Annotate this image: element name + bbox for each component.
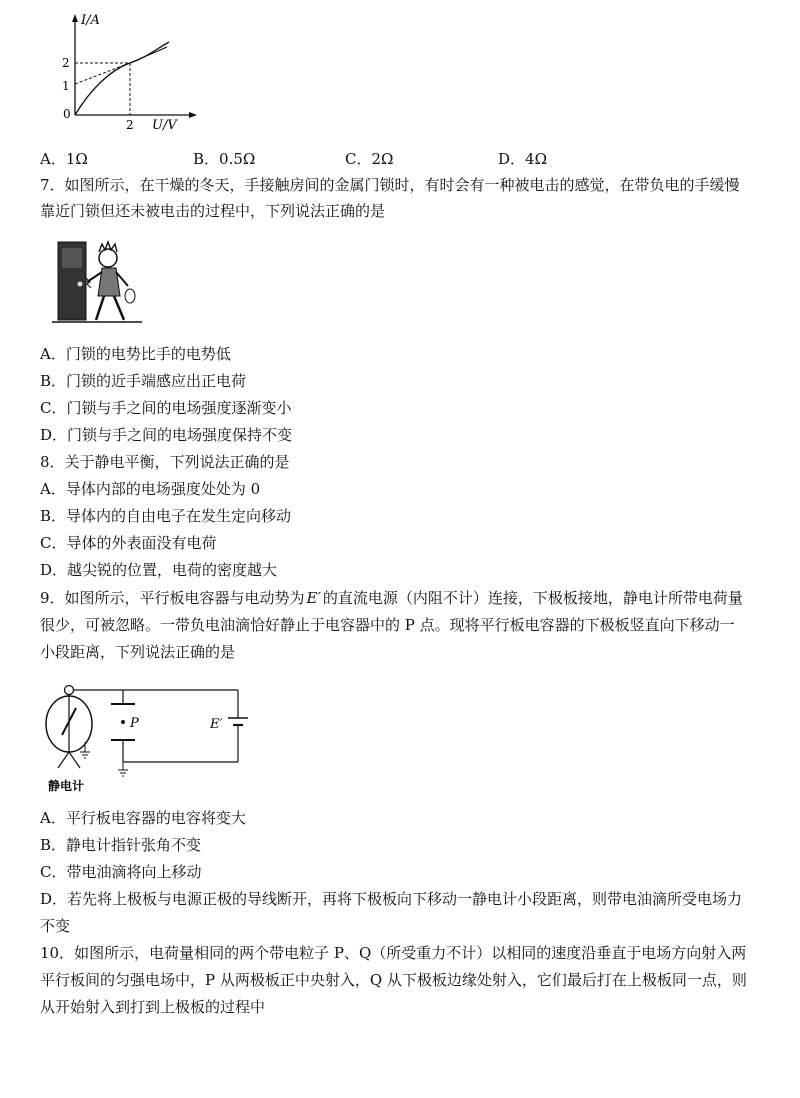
y-tick-2: 2 — [62, 56, 70, 70]
capacitor-circuit — [38, 680, 258, 798]
person-leg-right — [114, 296, 124, 320]
q9-option-a: A．平行板电容器的电容将变大 — [40, 809, 246, 827]
electrometer-label: 静电计 — [48, 779, 85, 793]
q9-option-c: C．带电油滴将向上移动 — [40, 863, 202, 881]
q7-option-a: A．门锁的电势比手的电势低 — [40, 345, 231, 363]
q9-option-b: B．静电计指针张角不变 — [40, 836, 202, 854]
q9-option-d-cont: 不变 — [40, 917, 71, 935]
x-axis-arrow — [189, 112, 197, 118]
x-axis-label: U/V — [152, 118, 177, 133]
bag-icon — [125, 289, 135, 303]
q9-option-d: D．若先将上极板与电源正极的导线断开，再将下极板向下移动一静电计小段距离，则带电油滴所受电场力 — [40, 890, 743, 908]
q7-option-c: C．门锁与手之间的电场强度逐渐变小 — [40, 399, 292, 417]
q8-option-a: A．导体内部的电场强度处处为 0 — [40, 480, 261, 498]
q9-stem-line2: 很少，可被忽略。一带负电油滴恰好静止于电容器中的 P 点。现将平行板电容器的下极板竖直向下移动一 — [40, 616, 735, 634]
electrometer-leg-right — [69, 752, 80, 768]
q9-stem-part1: 9．如图所示，平行板电容器与电动势为 — [40, 589, 305, 607]
q6-option-d: D．4Ω — [498, 150, 548, 168]
y-tick-1: 1 — [62, 79, 70, 93]
q8-option-d: D．越尖锐的位置，电荷的密度越大 — [40, 561, 278, 579]
q9-stem-part2: 的直流电源（内阻不计）连接，下极板接地，静电计所带电荷量 — [322, 589, 743, 607]
q6-option-a: A．1Ω — [40, 150, 88, 168]
x-tick-2: 2 — [126, 118, 134, 132]
q10-line3: 从开始射入到打到上极板的过程中 — [40, 998, 266, 1016]
q7-stem-line1: 7．如图所示，在干燥的冬天，手接触房间的金属门锁时，有时会有一种被电击的感觉，在带负电的手缓慢 — [40, 176, 740, 194]
q7-stem-line2: 靠近门锁但还未被电击的过程中，下列说法正确的是 — [40, 202, 386, 220]
q6-option-c: C．2Ω — [345, 150, 394, 168]
q9-stem-line3: 小段距离，下列说法正确的是 — [40, 643, 236, 661]
y-axis-arrow — [72, 14, 78, 22]
door-panel — [62, 248, 82, 268]
q7-option-b: B．门锁的近手端感应出正电荷 — [40, 372, 247, 390]
emf-label: E′ — [210, 717, 223, 732]
q8-stem: 8．关于静电平衡，下列说法正确的是 — [40, 453, 290, 471]
door-lock — [78, 282, 83, 287]
person-head — [99, 249, 117, 267]
q6-option-b: B．0.5Ω — [193, 150, 256, 168]
q10-line1: 10．如图所示，电荷量相同的两个带电粒子 P、Q（所受重力不计）以相同的速度沿垂直于电场方向射入两 — [40, 944, 747, 962]
iu-graph — [55, 10, 205, 135]
person-leg-left — [96, 296, 104, 320]
q7-option-d: D．门锁与手之间的电场强度保持不变 — [40, 426, 293, 444]
q9-stem-emf: E′ — [306, 589, 321, 607]
q8-option-b: B．导体内的自由电子在发生定向移动 — [40, 507, 292, 525]
electrometer-ball — [65, 686, 74, 695]
q8-option-c: C．导体的外表面没有电荷 — [40, 534, 217, 552]
point-p-label: P — [130, 716, 139, 731]
y-axis-label: I/A — [81, 13, 100, 28]
origin-label: 0 — [63, 107, 71, 121]
q9-stem-line1 — [40, 588, 743, 608]
door-shock-illustration — [50, 238, 145, 328]
electrometer-leg-left — [58, 752, 69, 768]
oil-drop — [121, 720, 125, 724]
q10-line2: 平行板间的匀强电场中，P 从两极板正中央射入，Q 从下极板边缘处射入，它们最后打在上极板同一点，则 — [40, 971, 747, 989]
